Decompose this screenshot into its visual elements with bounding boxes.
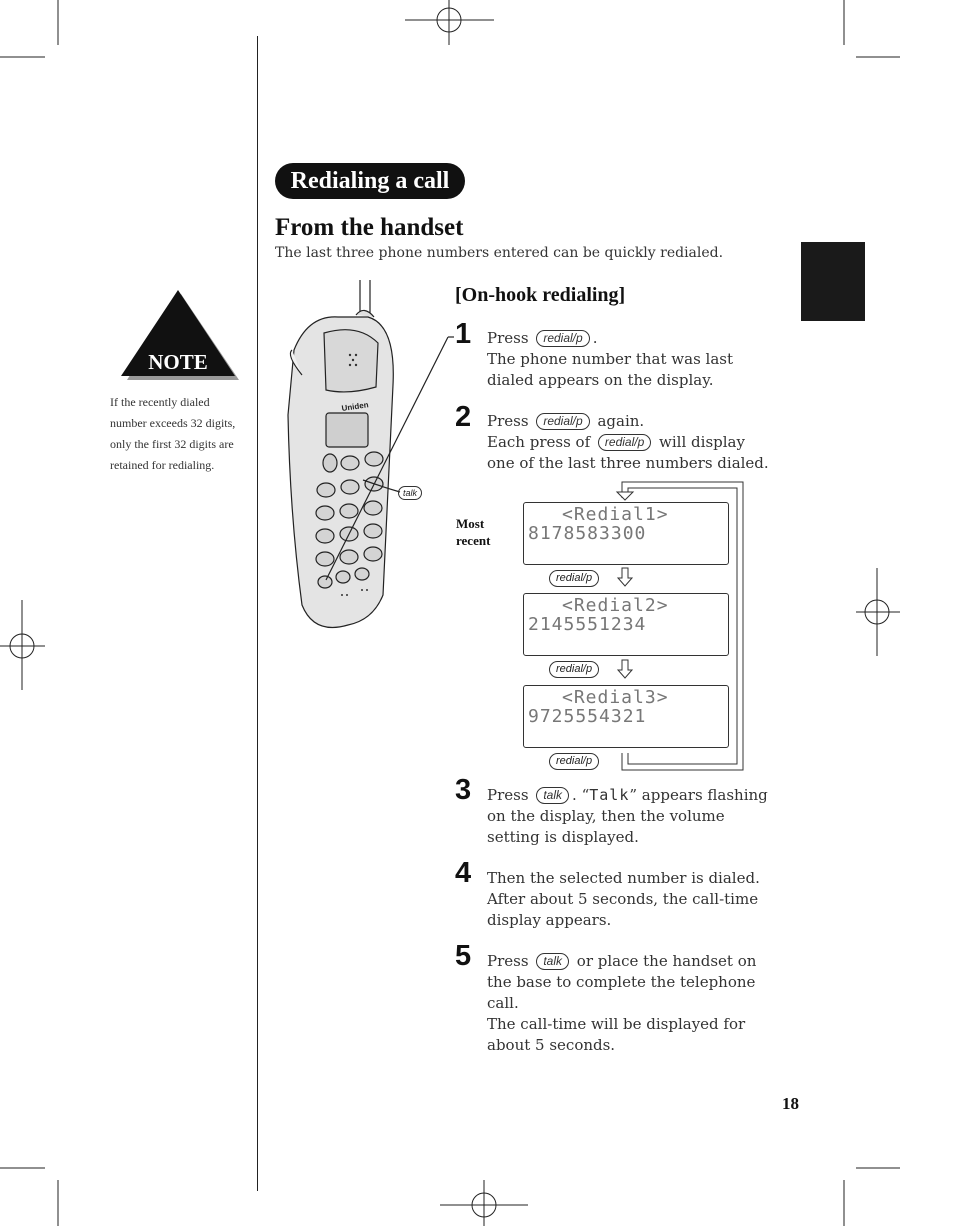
note-text: If the recently dialed number exceeds 32 digits, only the first 32 digits are retained for redialing. [110,395,236,472]
intro-text: The last three phone numbers entered can be quickly redialed. [275,245,724,261]
redial-key: redial/p [549,661,599,678]
lcd-display-redial-2: <Redial2> 2145551234 [523,593,729,656]
redial-key: redial/p [536,330,589,347]
note-badge: NOTE [148,350,208,374]
page-heading: From the handset [275,214,464,241]
most-recent-label: Most recent [456,516,491,548]
step-5-text: Press talk or place the handset on the base to complete the telephone call. The call-time will be displayed for about 5 seconds. [487,952,757,1054]
talk-callout: talk [398,486,422,500]
redial-key: redial/p [598,434,651,451]
step-4-number: 4 [455,857,472,889]
step-3-number: 3 [455,774,472,806]
chapter-tab [801,242,865,321]
redial-key: redial/p [549,753,599,770]
margin-rule [257,36,258,1191]
step-2-text: Press redial/p again. Each press of redial/p will display one of the last three numbers dialed. [487,412,769,472]
handset-illustration [278,275,458,645]
talk-key: talk [536,953,569,970]
step-4-text: Then the selected number is dialed. After about 5 seconds, the call-time display appears. [487,869,760,929]
lcd-display-redial-1: <Redial1> 8178583300 [523,502,729,565]
page-number: 18 [782,1094,799,1113]
redial-key: redial/p [549,570,599,587]
step-1-number: 1 [455,318,472,350]
step-3-text: Press talk . “Talk” appears flashing on the display, then the volume setting is displayed. [487,786,768,846]
step-5-number: 5 [455,940,472,972]
lcd-display-redial-3: <Redial3> 9725554321 [523,685,729,748]
talk-key: talk [536,787,569,804]
redial-key: redial/p [536,413,589,430]
section-title: Redialing a call [275,163,465,199]
lcd-talk-text: Talk [589,786,630,804]
step-1-text: Press redial/p . The phone number that was last dialed appears on the display. [487,329,734,389]
subheading: [On-hook redialing] [455,284,626,306]
step-2-number: 2 [455,401,472,433]
note-warning-icon [118,288,240,384]
phone-brand: Uniden [341,400,370,413]
